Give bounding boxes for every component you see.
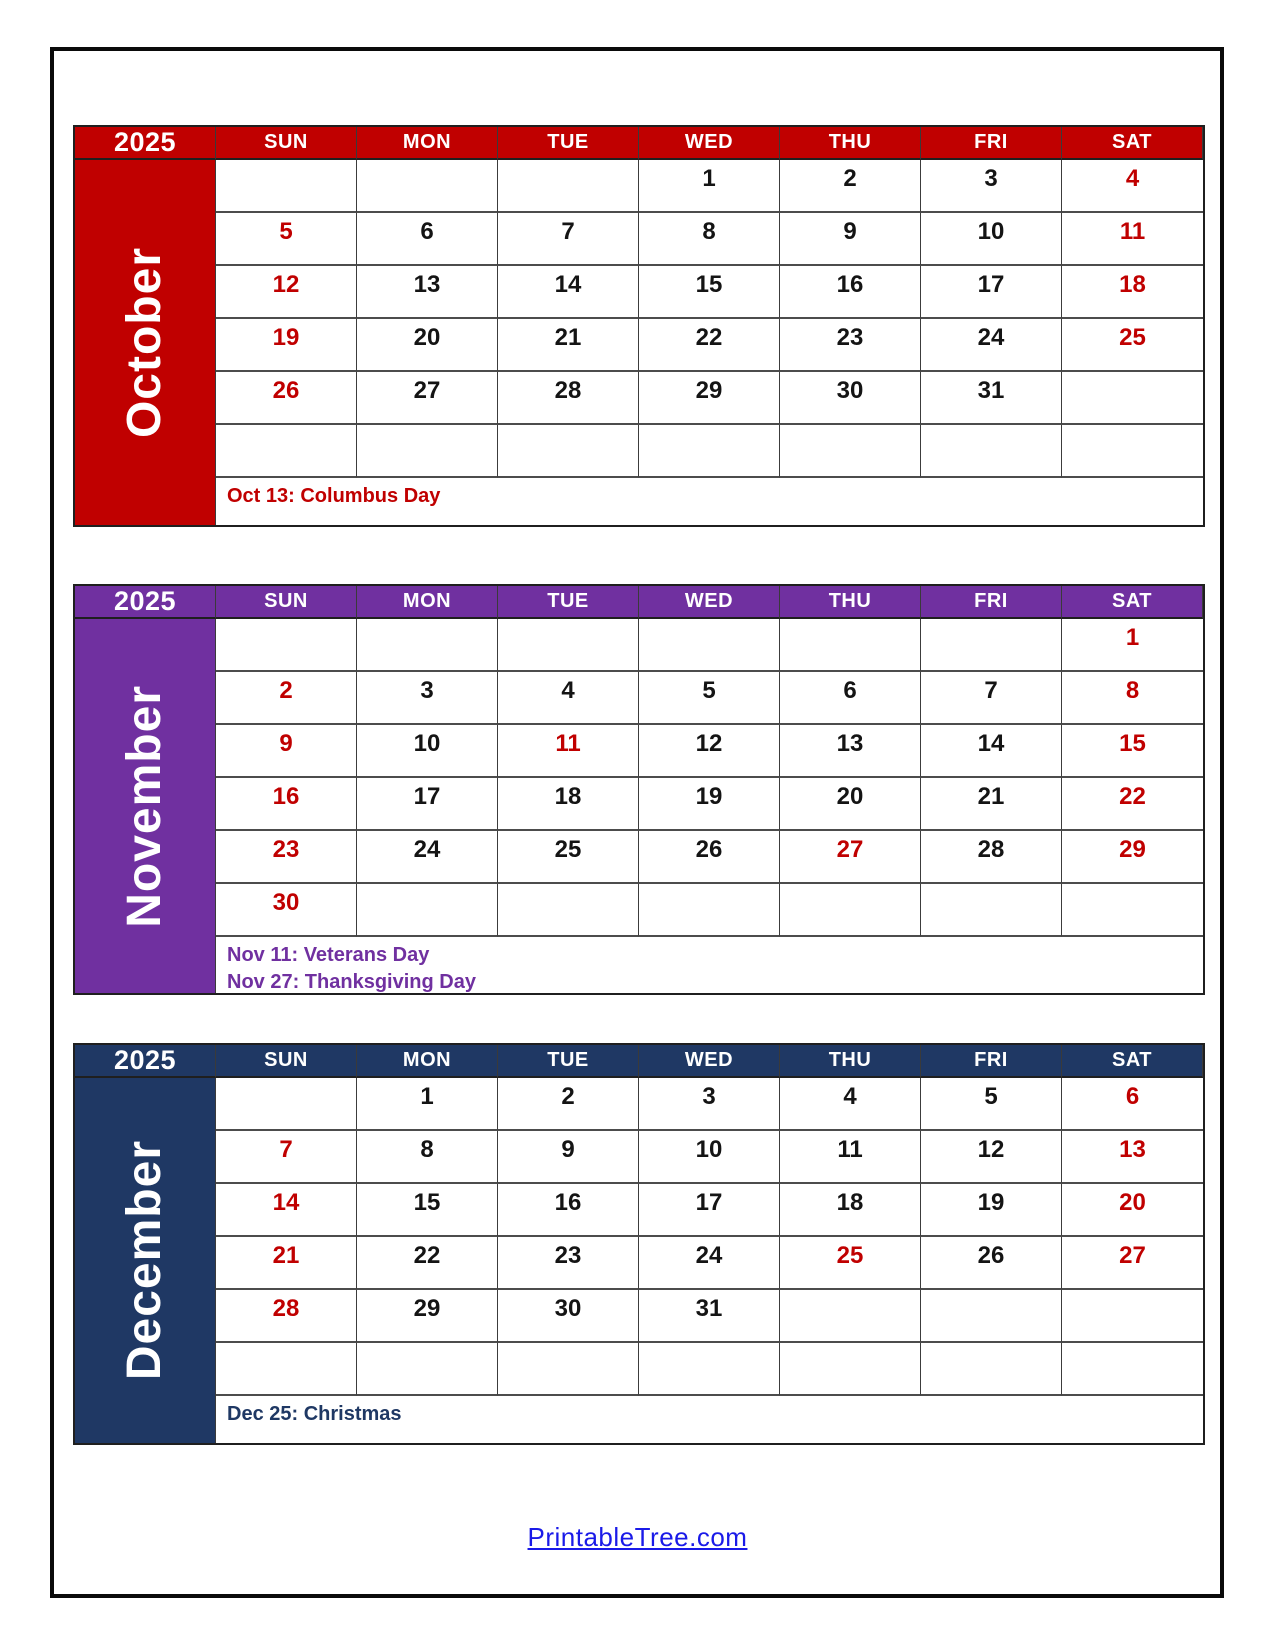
date-cell: 23	[216, 831, 357, 884]
date-cell: 4	[498, 672, 639, 725]
date-cell: 2	[780, 160, 921, 213]
date-cell: 31	[639, 1290, 780, 1343]
date-cell: 5	[921, 1078, 1062, 1131]
date-cell: 21	[216, 1237, 357, 1290]
date-cell: 21	[498, 319, 639, 372]
date-cell: 24	[357, 831, 498, 884]
date-cell	[216, 1343, 357, 1396]
date-cell	[639, 884, 780, 937]
date-cell	[498, 160, 639, 213]
calendar-december	[73, 1043, 1205, 1445]
weekday-header-thu: THU	[780, 586, 921, 619]
date-cell: 8	[1062, 672, 1203, 725]
date-cell: 16	[780, 266, 921, 319]
calendar-october	[73, 125, 1205, 527]
date-cell: 30	[780, 372, 921, 425]
date-cell	[780, 425, 921, 478]
date-cell: 22	[1062, 778, 1203, 831]
date-cell: 26	[216, 372, 357, 425]
date-cell	[357, 160, 498, 213]
date-cell: 6	[357, 213, 498, 266]
weekday-header-wed: WED	[639, 1045, 780, 1078]
date-cell: 25	[498, 831, 639, 884]
holiday-notes	[216, 937, 1203, 993]
date-cell: 4	[780, 1078, 921, 1131]
date-cell: 31	[921, 372, 1062, 425]
date-cell	[1062, 1343, 1203, 1396]
date-cell: 5	[216, 213, 357, 266]
month-column	[75, 160, 216, 525]
weekday-header-sun: SUN	[216, 127, 357, 160]
date-cell	[216, 160, 357, 213]
footer-link[interactable]: PrintableTree.com	[527, 1522, 748, 1552]
holiday-note: Nov 27: Thanksgiving Day	[227, 971, 476, 993]
weekday-header-sun: SUN	[216, 586, 357, 619]
date-cell	[780, 884, 921, 937]
date-cell: 16	[216, 778, 357, 831]
weekday-header-sat: SAT	[1062, 586, 1203, 619]
date-cell: 28	[216, 1290, 357, 1343]
date-cell: 11	[780, 1131, 921, 1184]
date-cell	[357, 619, 498, 672]
weekday-header-tue: TUE	[498, 127, 639, 160]
date-cell: 1	[639, 160, 780, 213]
date-cell	[921, 1343, 1062, 1396]
month-name: December	[118, 1140, 171, 1381]
month-name: October	[118, 246, 171, 439]
weekday-header-thu: THU	[780, 127, 921, 160]
date-cell	[357, 425, 498, 478]
date-cell: 17	[921, 266, 1062, 319]
weekday-header-tue: TUE	[498, 1045, 639, 1078]
date-cell: 29	[357, 1290, 498, 1343]
weekday-header-thu: THU	[780, 1045, 921, 1078]
date-cell: 3	[357, 672, 498, 725]
date-cell: 6	[780, 672, 921, 725]
date-cell: 17	[639, 1184, 780, 1237]
year-label: 2025	[75, 1045, 216, 1078]
date-cell	[1062, 884, 1203, 937]
date-cell	[921, 1290, 1062, 1343]
date-cell: 18	[498, 778, 639, 831]
holiday-notes	[216, 1396, 1203, 1443]
date-cell: 24	[639, 1237, 780, 1290]
holiday-notes	[216, 478, 1203, 525]
date-cell	[1062, 425, 1203, 478]
date-cell: 12	[639, 725, 780, 778]
month-name: November	[118, 684, 171, 928]
date-cell	[921, 884, 1062, 937]
date-cell: 15	[357, 1184, 498, 1237]
date-cell	[216, 425, 357, 478]
date-cell	[1062, 1290, 1203, 1343]
date-cell: 30	[498, 1290, 639, 1343]
date-cell: 10	[921, 213, 1062, 266]
weekday-header-sun: SUN	[216, 1045, 357, 1078]
date-cell: 24	[921, 319, 1062, 372]
date-cell	[921, 425, 1062, 478]
date-cell	[639, 425, 780, 478]
date-cell	[216, 1078, 357, 1131]
date-cell: 30	[216, 884, 357, 937]
holiday-note: Oct 13: Columbus Day	[227, 485, 441, 507]
date-cell	[498, 884, 639, 937]
weekday-header-sat: SAT	[1062, 1045, 1203, 1078]
date-cell: 21	[921, 778, 1062, 831]
date-cell: 29	[1062, 831, 1203, 884]
date-cell: 13	[780, 725, 921, 778]
date-cell: 2	[216, 672, 357, 725]
date-cell: 14	[921, 725, 1062, 778]
date-cell	[357, 1343, 498, 1396]
footer	[0, 1522, 1275, 1553]
date-cell: 20	[357, 319, 498, 372]
date-cell: 22	[357, 1237, 498, 1290]
date-cell: 6	[1062, 1078, 1203, 1131]
date-cell: 25	[1062, 319, 1203, 372]
weekday-header-fri: FRI	[921, 127, 1062, 160]
date-cell: 11	[498, 725, 639, 778]
date-cell	[780, 1343, 921, 1396]
weekday-header-mon: MON	[357, 1045, 498, 1078]
date-cell	[498, 1343, 639, 1396]
date-cell: 29	[639, 372, 780, 425]
date-cell: 27	[780, 831, 921, 884]
date-cell: 19	[921, 1184, 1062, 1237]
weekday-header-sat: SAT	[1062, 127, 1203, 160]
date-cell: 27	[357, 372, 498, 425]
date-cell: 15	[1062, 725, 1203, 778]
date-cell: 13	[357, 266, 498, 319]
weekday-header-mon: MON	[357, 586, 498, 619]
date-cell: 8	[357, 1131, 498, 1184]
year-label: 2025	[75, 127, 216, 160]
date-cell: 9	[216, 725, 357, 778]
date-cell: 14	[498, 266, 639, 319]
date-cell	[780, 1290, 921, 1343]
month-column	[75, 619, 216, 993]
date-cell: 25	[780, 1237, 921, 1290]
date-cell: 16	[498, 1184, 639, 1237]
weekday-header-wed: WED	[639, 127, 780, 160]
date-cell: 20	[780, 778, 921, 831]
date-cell	[1062, 372, 1203, 425]
date-cell: 7	[498, 213, 639, 266]
date-cell	[216, 619, 357, 672]
holiday-note: Dec 25: Christmas	[227, 1403, 402, 1425]
date-cell	[639, 619, 780, 672]
date-cell: 26	[639, 831, 780, 884]
year-label: 2025	[75, 586, 216, 619]
date-cell: 3	[639, 1078, 780, 1131]
date-cell: 13	[1062, 1131, 1203, 1184]
date-cell: 28	[498, 372, 639, 425]
date-cell: 9	[498, 1131, 639, 1184]
date-cell: 11	[1062, 213, 1203, 266]
date-cell: 1	[357, 1078, 498, 1131]
holiday-note: Nov 11: Veterans Day	[227, 944, 430, 966]
date-cell	[921, 619, 1062, 672]
date-cell: 18	[1062, 266, 1203, 319]
date-cell: 7	[216, 1131, 357, 1184]
calendar-november	[73, 584, 1205, 995]
date-cell	[780, 619, 921, 672]
date-cell: 9	[780, 213, 921, 266]
date-cell: 3	[921, 160, 1062, 213]
date-cell	[639, 1343, 780, 1396]
date-cell: 14	[216, 1184, 357, 1237]
date-cell: 12	[921, 1131, 1062, 1184]
weekday-header-fri: FRI	[921, 586, 1062, 619]
date-cell: 4	[1062, 160, 1203, 213]
date-cell: 26	[921, 1237, 1062, 1290]
date-cell: 1	[1062, 619, 1203, 672]
date-cell: 8	[639, 213, 780, 266]
date-cell: 22	[639, 319, 780, 372]
weekday-header-wed: WED	[639, 586, 780, 619]
date-cell	[498, 619, 639, 672]
date-cell: 2	[498, 1078, 639, 1131]
weekday-header-fri: FRI	[921, 1045, 1062, 1078]
weekday-header-tue: TUE	[498, 586, 639, 619]
date-cell: 5	[639, 672, 780, 725]
weekday-header-mon: MON	[357, 127, 498, 160]
date-cell: 27	[1062, 1237, 1203, 1290]
month-column	[75, 1078, 216, 1443]
date-cell: 10	[357, 725, 498, 778]
date-cell: 12	[216, 266, 357, 319]
date-cell: 18	[780, 1184, 921, 1237]
date-cell: 17	[357, 778, 498, 831]
date-cell: 23	[498, 1237, 639, 1290]
date-cell: 23	[780, 319, 921, 372]
date-cell: 28	[921, 831, 1062, 884]
date-cell: 19	[639, 778, 780, 831]
date-cell: 19	[216, 319, 357, 372]
date-cell: 10	[639, 1131, 780, 1184]
date-cell: 20	[1062, 1184, 1203, 1237]
date-cell	[357, 884, 498, 937]
date-cell: 7	[921, 672, 1062, 725]
date-cell: 15	[639, 266, 780, 319]
date-cell	[498, 425, 639, 478]
